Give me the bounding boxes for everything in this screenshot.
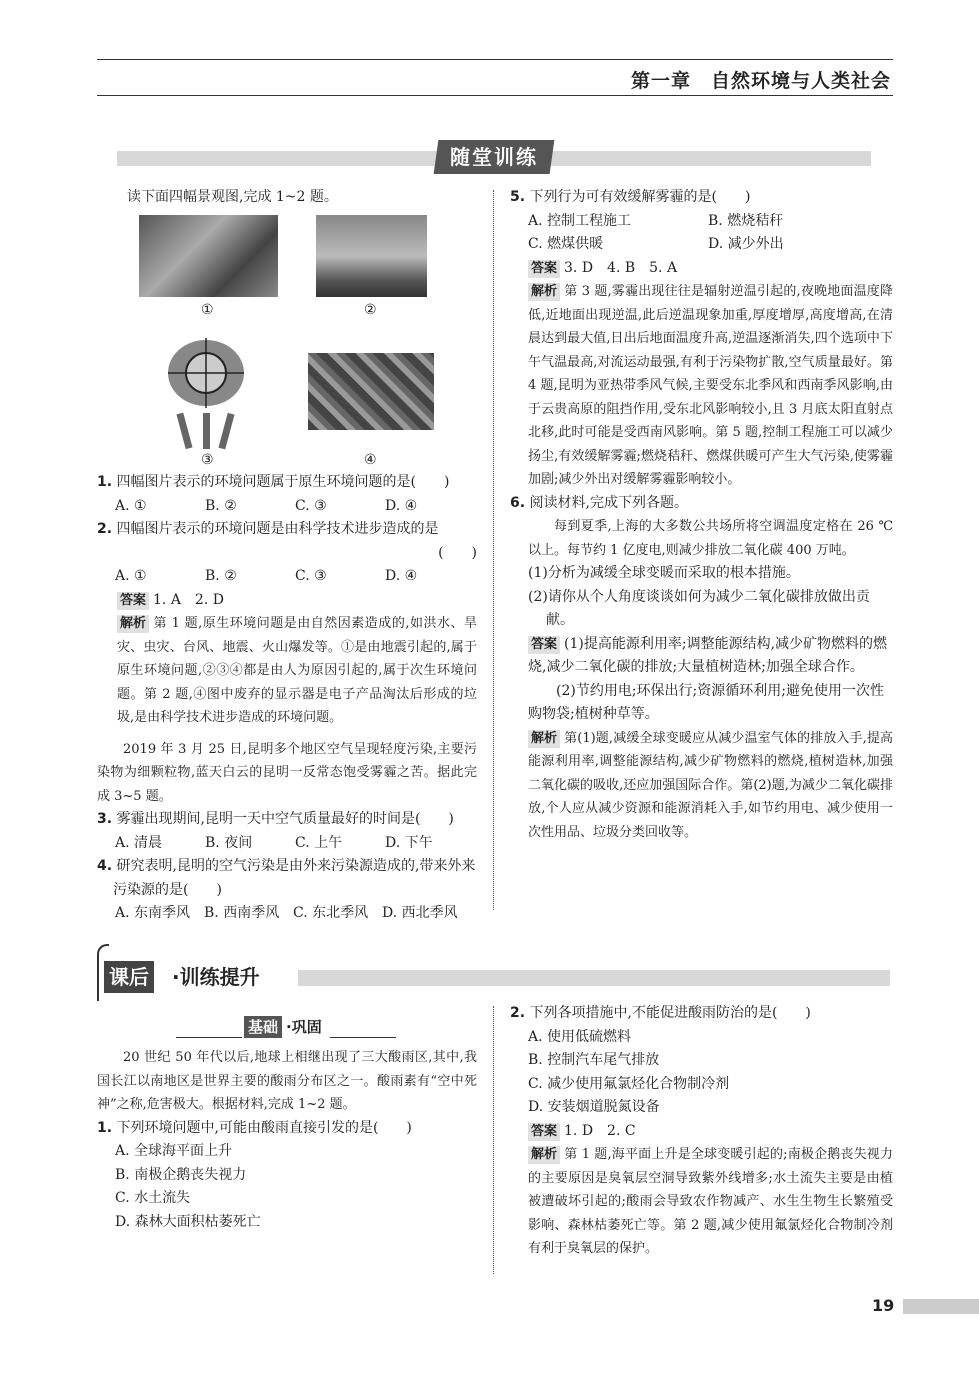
column-divider-2 (493, 1006, 494, 1274)
passage-kunming: 2019 年 3 月 25 日,昆明多个地区空气呈现轻度污染,主要污染物为细颗粒物,蓝天白云的昆明一反常态饱受雾霾之苦。据此完成 3~5 题。 (97, 741, 477, 804)
image-label-3: ③ (201, 452, 214, 468)
header-rule (97, 59, 893, 60)
section-title: 随堂训练 (434, 140, 555, 174)
answer-tag: 答案 (528, 1123, 560, 1141)
option[interactable]: B. ② (205, 497, 237, 514)
answer-tag: 答案 (528, 260, 560, 278)
sub-rule-left (176, 1037, 242, 1038)
question-2-1: 1. 下列环境问题中,可能由酸雨直接引发的是( ) (97, 1119, 412, 1136)
column-divider (493, 190, 494, 910)
option[interactable]: A. 使用低硫燃料 (528, 1028, 632, 1045)
question-5: 5. 下列行为可有效缓解雾霾的是( ) (510, 189, 751, 205)
right-column-2 (510, 1002, 893, 1261)
image-label-4: ④ (364, 452, 377, 468)
answer-6-1: 答案 (1)提高能源利用率;调整能源结构,减少矿物燃料的燃烧,减少二氧化碳的排放;大量植树造林;加强全球合作。 (528, 635, 888, 675)
page-number-bar (903, 1299, 979, 1314)
chapter-title: 第一章 自然环境与人类社会 (630, 70, 891, 92)
option[interactable]: D. 森林大面积枯萎死亡 (115, 1213, 261, 1230)
answer-2-1-2: 答案 1. D 2. C (510, 1120, 893, 1144)
explanation-3-5: 解析 第 3 题,雾霾出现往往是辐射逆温引起的,夜晚地面温度降低,近地面出现逆温,此后逆温现象加重,厚度增厚,高度增高,在清晨达到最大值,日出后地面温度升高,逆温逐渐消失,四个选项中下午气温最高,对流运动最强,有利于污染物扩散,空气质量最好。第 4 题,昆明为亚热带季风气候,主要受东北季风和西南季风影响,由于云贵高原的阻挡作用,受东北风影响较小,且 3 月底太阳直射点北移,此时可能是受西南风影响。第 5 题,控制工程施工可以减少扬尘,有效缓解雾霾;燃烧秸秆、燃煤供暖可产生大气污染,使雾霾加剧;减少外出对缓解雾霾影响较小。 (528, 284, 893, 487)
question-4: 4. 研究表明,昆明的空气污染是由外来污染源造成的,带来外来污染源的是( ) (97, 858, 476, 898)
question-1: 1. 四幅图片表示的环境问题属于原生环境问题的是( ) (97, 474, 450, 490)
explanation-2-1-2: 解析 第 1 题,海平面上升是全球变暖引起的;南极企鹅丧失视力的主要原因是臭氧层空洞导致紫外线增多;水土流失主要是由植被遭破坏引起的;酸雨会导致农作物减产、水生生物生长繁殖受影响、森林枯萎死亡等。第 2 题,减少使用氟氯烃化合物制冷剂有利于臭氧层的保护。 (528, 1147, 893, 1256)
option[interactable]: C. 减少使用氟氯烃化合物制冷剂 (528, 1075, 730, 1092)
answer-tag: 答案 (117, 592, 149, 610)
section2-tag: 课后 (104, 961, 154, 993)
explanation-tag: 解析 (528, 283, 560, 301)
pollution-illustration (163, 333, 249, 451)
e-waste-photo (308, 353, 434, 430)
answer-tag: 答案 (528, 636, 560, 654)
option[interactable]: A. 控制工程施工 (528, 212, 632, 229)
explanation-tag: 解析 (528, 730, 560, 748)
option[interactable]: A. 全球海平面上升 (115, 1143, 233, 1159)
option[interactable]: C. ③ (295, 497, 327, 514)
sub-rule-right (330, 1037, 396, 1038)
option[interactable]: D. ④ (385, 568, 418, 584)
image-label-1: ① (201, 302, 214, 318)
answer-3-5: 答案 3. D 4. B 5. A (510, 257, 893, 281)
intro-text: 读下面四幅景观图,完成 1~2 题。 (127, 189, 338, 205)
question-2-paren: ( ) (438, 544, 477, 561)
option[interactable]: B. 南极企鹅丧失视力 (115, 1166, 247, 1183)
question-5-options (510, 210, 893, 257)
sub-title: ·巩固 (286, 1018, 322, 1036)
option[interactable]: B. 夜间 (205, 834, 253, 851)
right-column-1 (510, 186, 893, 844)
sub-tag: 基础 (244, 1016, 282, 1038)
option[interactable]: A. 清晨 (115, 834, 163, 851)
question-6: 6. 阅读材料,完成下列各题。 (510, 494, 688, 511)
question-2-2: 2. 下列各项措施中,不能促进酸雨防治的是( ) (510, 1005, 811, 1021)
option[interactable]: A. ① (115, 568, 147, 584)
question-3-options (97, 832, 477, 856)
question-4-options (97, 902, 477, 926)
factory-smoke-photo (316, 215, 427, 297)
option[interactable]: C. ③ (295, 568, 327, 584)
option[interactable]: C. 东北季风 (293, 905, 369, 921)
page-number: 19 (872, 1296, 895, 1315)
section2-bar (298, 970, 890, 986)
passage-acid-rain: 20 世纪 50 年代以后,地球上相继出现了三大酸雨区,其中,我国长江以南地区是世界主要的酸雨分布区之一。酸雨素有“空中死神”之称,危害极大。根据材料,完成 1~2 题。 (97, 1050, 477, 1112)
left-column-1b (97, 471, 477, 926)
option[interactable]: D. ④ (385, 497, 418, 514)
option[interactable]: D. 下午 (385, 834, 433, 851)
section2-title: ·训练提升 (172, 965, 260, 989)
question-3: 3. 雾霾出现期间,昆明一天中空气质量最好的时间是( ) (97, 811, 454, 827)
option[interactable]: B. 燃烧秸秆 (708, 212, 784, 229)
option[interactable]: C. 燃煤供暖 (528, 236, 604, 252)
option[interactable]: C. 水土流失 (115, 1190, 191, 1206)
left-column-1 (97, 186, 477, 210)
option[interactable]: D. 安装烟道脱氮设备 (528, 1099, 660, 1115)
explanation-tag: 解析 (528, 1146, 560, 1164)
question-2: 2. 四幅图片表示的环境问题是由科学技术进步造成的是 (97, 521, 439, 537)
image-label-2: ② (364, 302, 377, 318)
explanation-1-2: 解析 第 1 题,原生环境问题是由自然因素造成的,如洪水、旱灾、虫灾、台风、地震、火山爆发等。①是由地震引起的,属于原生环境问题,②③④都是由人为原因引起的,属于次生环境问题。第 2 题,④图中废弃的显示器是电子产品淘汰后形成的垃圾,是由科学技术进步造成的环境问题。 (117, 616, 477, 725)
option[interactable]: A. ① (115, 497, 147, 514)
answer-6-2: (2)节约用电;环保出行;资源循环利用;避免使用一次性购物袋;植树种草等。 (528, 682, 884, 722)
question-1-options (97, 495, 477, 519)
option[interactable]: B. 西南季风 (204, 905, 280, 921)
explanation-tag: 解析 (117, 615, 149, 633)
explanation-6: 解析 第(1)题,减缓全球变暖应从减少温室气体的排放入手,提高能源利用率,调整能源结构,减少矿物燃料的燃烧,植树造林,加强二氧化碳的吸收,还应加强国际合作。第(2)题,为减少二氧化碳排放,个人应从减少资源和能源消耗入手,如节约用电、减少使用一次性用品、垃圾分类回收等。 (528, 730, 893, 840)
option[interactable]: A. 东南季风 (115, 905, 191, 921)
option[interactable]: D. 西北季风 (382, 905, 458, 921)
option[interactable]: B. ② (205, 568, 237, 584)
option[interactable]: C. 上午 (295, 834, 343, 851)
question-2-options (97, 565, 477, 589)
option[interactable]: B. 控制汽车尾气排放 (528, 1052, 660, 1068)
earthquake-photo (139, 215, 278, 297)
option[interactable]: D. 减少外出 (708, 236, 784, 252)
answer-1-2: 答案 1. A 2. D (97, 589, 477, 613)
material-shanghai: 每到夏季,上海的大多数公共场所将空调温度定格在 26 ℃以上。每节约 1 亿度电,则减少排放二氧化碳 400 万吨。 (528, 519, 893, 558)
sub-question-2: (2)请你从个人角度谈谈如何为减少二氧化碳排放做出贡献。 (528, 588, 870, 628)
sub-question-1: (1)分析为减缓全球变暖而采取的根本措施。 (528, 565, 800, 581)
left-column-2 (97, 1046, 477, 1234)
header-rule-bottom (97, 95, 893, 96)
